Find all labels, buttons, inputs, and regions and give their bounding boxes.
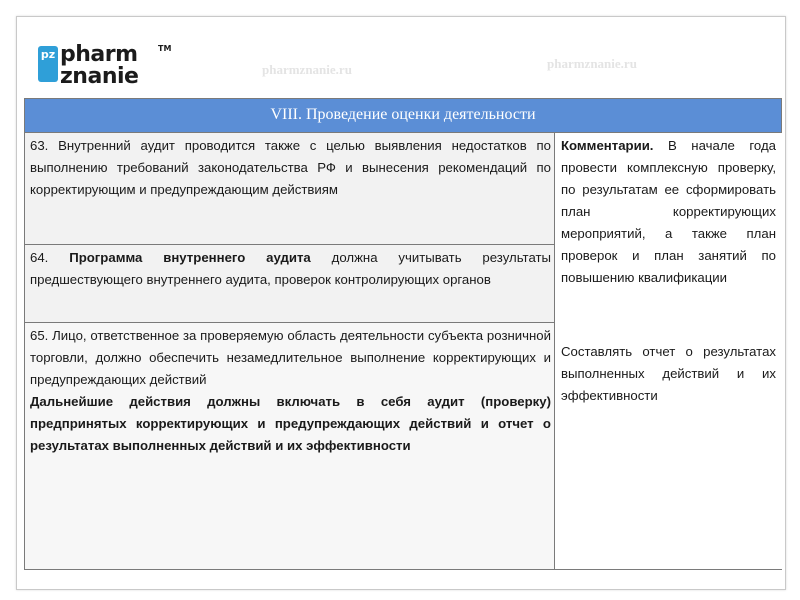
comment-body-1: В начале года провести комплексную проверку, по результатам ее сформировать план корректирующих мероприятий, а также план проверок и план занятий по повышению квалификации: [561, 138, 776, 285]
assessment-table: [24, 98, 782, 570]
row-63-text: 63. Внутренний аудит проводится также с целью выявления недостатков по выполнению требований законодательства РФ и вынесения рекомендаций по корректирующим и предупреждающим действиям: [30, 138, 551, 197]
comment-label: Комментарии.: [561, 138, 654, 153]
row-64-prefix: 64.: [30, 250, 70, 265]
row-64-text: [30, 247, 551, 291]
requirements-column: [25, 133, 554, 569]
comment-text-1: [561, 135, 776, 289]
watermark-1: pharmznanie.ru: [262, 62, 352, 77]
comment-text-2: Составлять отчет о результатах выполненных действий и их эффективности: [561, 344, 776, 403]
logo-text-line2: znanie: [60, 64, 139, 89]
table-row-65: [25, 323, 554, 569]
logo-trademark: TM: [158, 44, 172, 53]
row-64-rest: должна учитывать результаты предшествующего внутреннего аудита, проверок контролирующих органов: [30, 250, 552, 287]
table-row-64: [25, 245, 554, 323]
watermark-2: pharmznanie.ru: [547, 56, 637, 71]
table-header: VIII. Проведение оценки деятельности: [25, 99, 781, 133]
row-65-text: 65. Лицо, ответственное за проверяемую область деятельности субъекта розничной торговли, должно обеспечить незамедлительное выполнение корректирующих и предупреждающих действий: [30, 328, 551, 387]
row-65-bold-text: Дальнейшие действия должны включать в себя аудит (проверку) предпринятых корректирующих и предупреждающих действий и отчет о результатах выполненных действий и их эффективности: [30, 394, 551, 453]
comments-column: [554, 133, 782, 569]
pharmznanie-logo: [38, 40, 172, 89]
row-64-bold: Программа внутреннего аудита: [69, 250, 311, 265]
row-65-bold: [30, 391, 551, 457]
table-row-63: [25, 133, 554, 245]
logo-text-line1: pharm: [60, 42, 138, 67]
logo-mark-icon: pz: [38, 46, 58, 82]
